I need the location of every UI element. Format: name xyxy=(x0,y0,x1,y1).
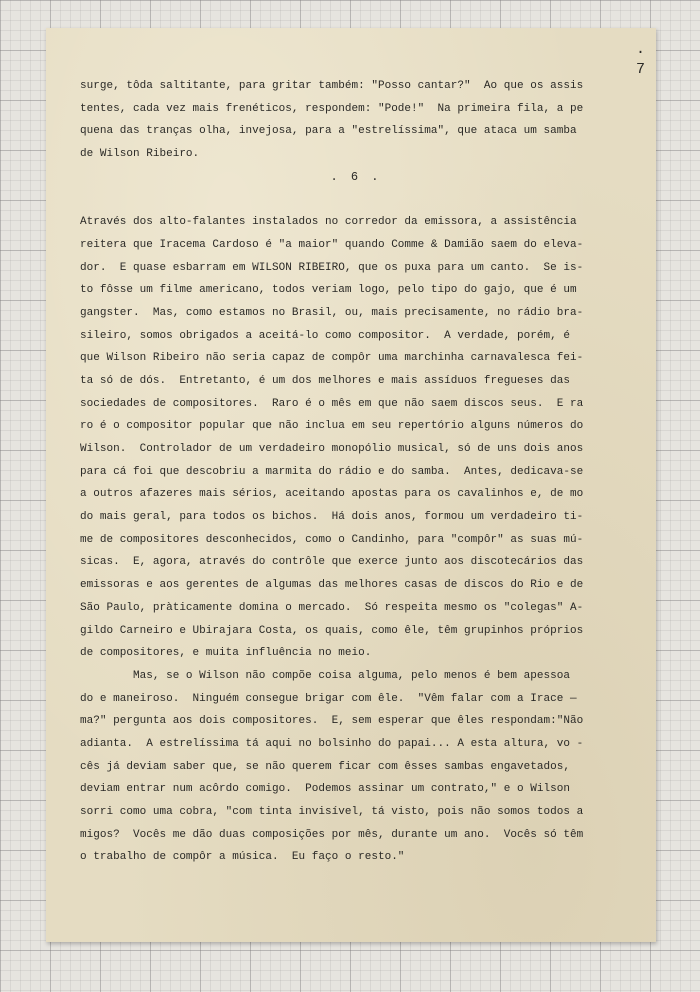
text-line: adianta. A estrelíssima tá aqui no bolsinho do papai... A esta altura, vo - xyxy=(80,737,584,750)
text-line: gangster. Mas, como estamos no Brasil, ou, mais precisamente, no rádio bra- xyxy=(80,306,584,319)
text-line: ta só de dós. Entretanto, é um dos melhores e mais assíduos fregueses das xyxy=(80,374,570,387)
text-line: sorri como uma cobra, "com tinta invisível, tá visto, pois não somos todos a xyxy=(80,806,584,818)
text-line: sociedades de compositores. Raro é o mês em que não saem discos seus. E ra xyxy=(80,397,584,410)
text-line: sileiro, somos obrigados a aceitá-lo como compositor. A verdade, porém, é xyxy=(80,329,570,342)
text-line: me de compositores desconhecidos, como o Candinho, para "compôr" as suas mú- xyxy=(80,533,584,546)
text-line: cês já deviam saber que, se não querem ficar com êsses sambas engavetados, xyxy=(80,760,570,773)
text-line: para cá foi que descobriu a marmita do rádio e do samba. Antes, dedicava-se xyxy=(80,465,584,478)
text-line: ro é o compositor popular que não inclua em seu repertório alguns números do xyxy=(80,420,584,433)
text-line: dor. E quase esbarram em WILSON RIBEIRO, que os puxa para um canto. Se is- xyxy=(80,261,584,274)
section-heading: . 6 . xyxy=(330,169,382,184)
text-line: Através dos alto-falantes instalados no corredor da emissora, a assistência xyxy=(80,216,577,229)
typewritten-page xyxy=(46,28,656,942)
text-line: Mas, se o Wilson não compõe coisa alguma, pelo menos é bem apessoa xyxy=(80,669,570,682)
text-line: ma?" pergunta aos dois compositores. E, sem esperar que êles respondam:"Não xyxy=(80,715,584,728)
page-number-dot: · xyxy=(636,44,646,61)
text-line: de compositores, e muita influência no meio. xyxy=(80,647,372,660)
page-number-value: 7 xyxy=(636,61,646,78)
text-line: a outros afazeres mais sérios, aceitando apostas para os cavalinhos e, de mo xyxy=(80,488,584,501)
text-line: do mais geral, para todos os bichos. Há dois anos, formou um verdadeiro ti- xyxy=(80,511,584,524)
text-line: surge, tôda saltitante, para gritar também: "Posso cantar?" Ao que os assis xyxy=(80,80,584,92)
text-line: Wilson. Controlador de um verdadeiro monopólio musical, só de uns dois anos xyxy=(80,443,584,455)
text-line: São Paulo, pràticamente domina o mercado. Só respeita mesmo os "colegas" A- xyxy=(80,601,584,614)
text-line: tentes, cada vez mais frenéticos, respondem: "Pode!" Na primeira fila, a pe xyxy=(80,102,584,115)
text-line: to fôsse um filme americano, todos veriam logo, pelo tipo do gajo, que é um xyxy=(80,284,577,297)
text-line: deviam entrar num acôrdo comigo. Podemos assinar um contrato," e o Wilson xyxy=(80,783,570,796)
page-number xyxy=(636,44,656,78)
text-line: o trabalho de compôr a música. Eu faço o resto." xyxy=(80,851,405,864)
text-line: sicas. E, agora, através do contrôle que exerce junto aos discotecários das xyxy=(80,556,584,569)
text-line: quena das tranças olha, invejosa, para a "estrelíssima", que ataca um samba xyxy=(80,125,577,138)
text-line: que Wilson Ribeiro não seria capaz de compôr uma marchinha carnavalesca fei- xyxy=(80,352,584,365)
text-line: emissoras e aos gerentes de algumas das melhores casas de discos do Rio e de xyxy=(80,579,584,592)
text-line: migos? Vocês me dão duas composições por mês, durante um ano. Vocês só têm xyxy=(80,828,584,841)
blank-line xyxy=(80,188,632,211)
text-line: reitera que Iracema Cardoso é "a maior" quando Comme & Damião saem do eleva- xyxy=(80,238,584,251)
text-line: de Wilson Ribeiro. xyxy=(80,148,200,161)
text-line: gildo Carneiro e Ubirajara Costa, os quais, como êle, têm grupinhos próprios xyxy=(80,624,584,637)
text-line: do e maneiroso. Ninguém consegue brigar com êle. "Vêm falar com a Irace — xyxy=(80,692,577,705)
body-text xyxy=(80,75,632,869)
